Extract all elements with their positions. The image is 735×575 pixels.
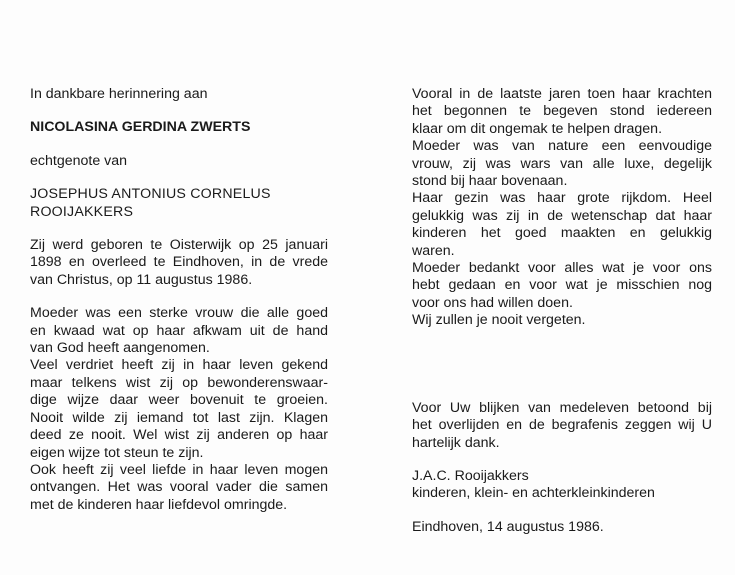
text-line: 1898 en overleed te Eindhoven, in de vrede bbox=[30, 254, 328, 271]
text-line: eigen wijze tot steun te zijn. bbox=[30, 444, 204, 461]
right-column bbox=[412, 86, 712, 536]
left-column bbox=[30, 86, 328, 514]
text-line: van God heeft aangenomen. bbox=[30, 340, 210, 357]
signature-block bbox=[412, 468, 712, 503]
text-line: deed ze nooit. Wel wist zij anderen op haar bbox=[30, 427, 328, 444]
text-line: voor ons had willen doen. bbox=[412, 294, 573, 311]
remembrance-paragraph bbox=[412, 86, 712, 330]
tribute-paragraph bbox=[30, 305, 328, 514]
signature-name: J.A.C. Rooijakkers bbox=[412, 467, 529, 484]
text-line: Nooit wilde zij iemand tot last zijn. Klagen bbox=[30, 409, 328, 426]
text-line: maar telkens wist zij op bewonderenswaar- bbox=[30, 374, 328, 391]
birth-death-paragraph bbox=[30, 237, 328, 289]
text-line: Vooral in de laatste jaren toen haar krachten bbox=[412, 86, 712, 102]
text-line: waren. bbox=[412, 242, 455, 259]
text-line: het begonnen te begeven stond iedereen bbox=[412, 103, 712, 120]
text-line: kinderen het goed maakten en gelukkig bbox=[412, 225, 712, 242]
text-line: Moeder bedankt voor alles wat je voor ons bbox=[412, 260, 712, 277]
text-line: van Christus, op 11 augustus 1986. bbox=[30, 271, 253, 288]
text-line: Moeder was een sterke vrouw die alle goed bbox=[30, 305, 328, 322]
text-line: hartelijk dank. bbox=[412, 434, 500, 451]
text-line: Wij zullen je nooit vergeten. bbox=[412, 312, 586, 329]
text-line: het overlijden en de begrafenis zeggen wij U bbox=[412, 417, 712, 434]
text-line: klaar om dit ongemak te helpen dragen. bbox=[412, 120, 663, 137]
text-line: gelukkig was zij in de wetenschap dat haar bbox=[412, 207, 712, 224]
place-date: Eindhoven, 14 augustus 1986. bbox=[412, 518, 604, 535]
signature-family: kinderen, klein- en achterkleinkinderen bbox=[412, 485, 655, 502]
text-line: met de kinderen haar liefdevol omringde. bbox=[30, 496, 288, 513]
text-line: Veel verdriet heeft zij in haar leven gekend bbox=[30, 357, 328, 374]
intro-line: In dankbare herinnering aan bbox=[30, 86, 208, 102]
text-line: stond bij haar bovenaan. bbox=[412, 173, 568, 190]
spouse-name-line-2: ROOIJAKKERS bbox=[30, 203, 134, 220]
text-line: Zij werd geboren te Oisterwijk op 25 januari bbox=[30, 237, 328, 254]
text-line: dige wijze daar weer bovenuit te groeien. bbox=[30, 392, 328, 409]
text-line: en kwaad wat op haar afkwam uit de hand bbox=[30, 322, 328, 339]
text-line: Voor Uw blijken van medeleven betoond bij bbox=[412, 399, 712, 416]
text-line: Moeder was van nature een eenvoudige bbox=[412, 138, 712, 155]
text-line: hebt gedaan en voor wat je misschien nog bbox=[412, 277, 712, 294]
spouse-name-line-1: JOSEPHUS ANTONIUS CORNELUS bbox=[30, 186, 271, 203]
text-line: Haar gezin was haar grote rijkdom. Heel bbox=[412, 190, 712, 207]
deceased-name: NICOLASINA GERDINA ZWERTS bbox=[30, 119, 251, 136]
text-line: ontvangen. Het was vooral vader die samen bbox=[30, 479, 328, 496]
thanks-paragraph bbox=[412, 400, 712, 452]
text-line: Ook heeft zij veel liefde in haar leven mogen bbox=[30, 461, 328, 478]
text-line: vrouw, zij was wars van alle luxe, degelijk bbox=[412, 155, 712, 172]
spouse-label: echtgenote van bbox=[30, 152, 128, 169]
